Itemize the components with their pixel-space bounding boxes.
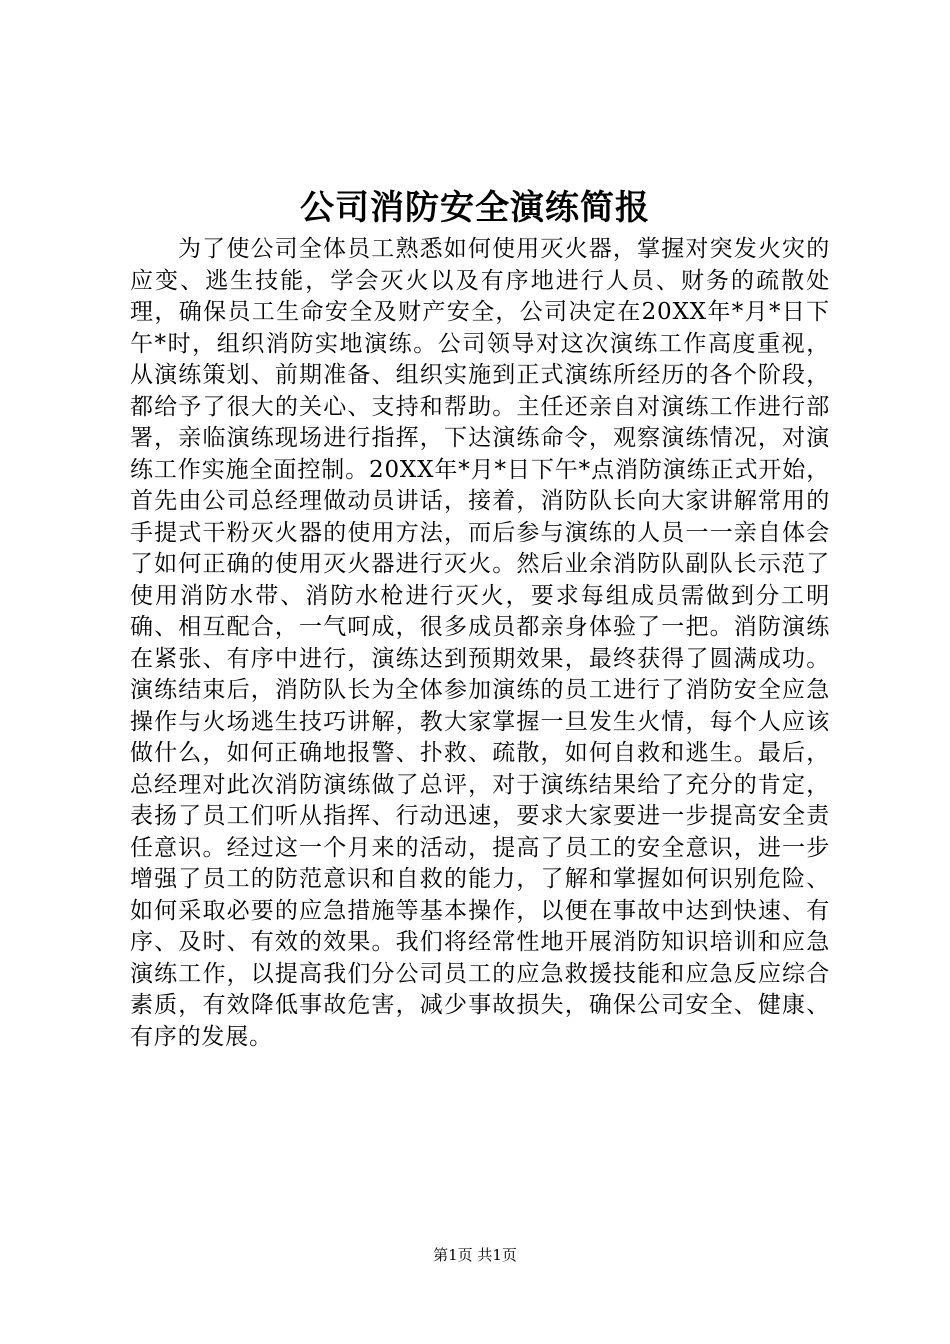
document-title: 公司消防安全演练简报 (300, 188, 650, 228)
body-paragraph: 为了使公司全体员工熟悉如何使用灭火器，掌握对突发火灾的应变、逃生技能，学会灭火以及有序地进行人员、财务的疏散处理，确保员工生命安全及财产安全，公司决定在20XX年*月*日下午*时，组织消防实地演练。公司领导对这次演练工作高度重视，从演练策划、前期准备、组织实施到正式演练所经历的各个阶段，都给予了很大的关心、支持和帮助。主任还亲自对演练工作进行部署，亲临演练现场进行指挥，下达演练命令，观察演练情况，对演练工作实施全面控制。20XX年*月*日下午*点消防演练正式开始，首先由公司总经理做动员讲话，接着，消防队长向大家讲解常用的手提式干粉灭火器的使用方法，而后参与演练的人员一一亲自体会了如何正确的使用灭火器进行灭火。然后业余消防队副队长示范了使用消防水带、消防水枪进行灭火，要求每组成员需做到分工明确、相互配合，一气呵成，很多成员都亲身体验了一把。消防演练在紧张、有序中进行，演练达到预期效果，最终获得了圆满成功。演练结束后，消防队长为全体参加演练的员工进行了消防安全应急操作与火场逃生技巧讲解，教大家掌握一旦发生火情，每个人应该做什么，如何正确地报警、扑救、疏散，如何自救和逃生。最后，总经理对此次消防演练做了总评，对于演练结果给了充分的肯定，表扬了员工们听从指挥、行动迅速，要求大家要进一步提高安全责任意识。经过这一个月来的活动，提高了员工的安全意识，进一步增强了员工的防范意识和自救的能力，了解和掌握如何识别危险、如何采取必要的应急措施等基本操作，以便在事故中达到快速、有序、及时、有效的效果。我们将经常性地开展消防知识培训和应急演练工作，以提高我们分公司员工的应急救援技能和应急反应综合素质，有效降低事故危害，减少事故损失，确保公司安全、健康、有序的发展。 (130, 236, 830, 1050)
page-footer: 第1页 共1页 (433, 1246, 517, 1264)
